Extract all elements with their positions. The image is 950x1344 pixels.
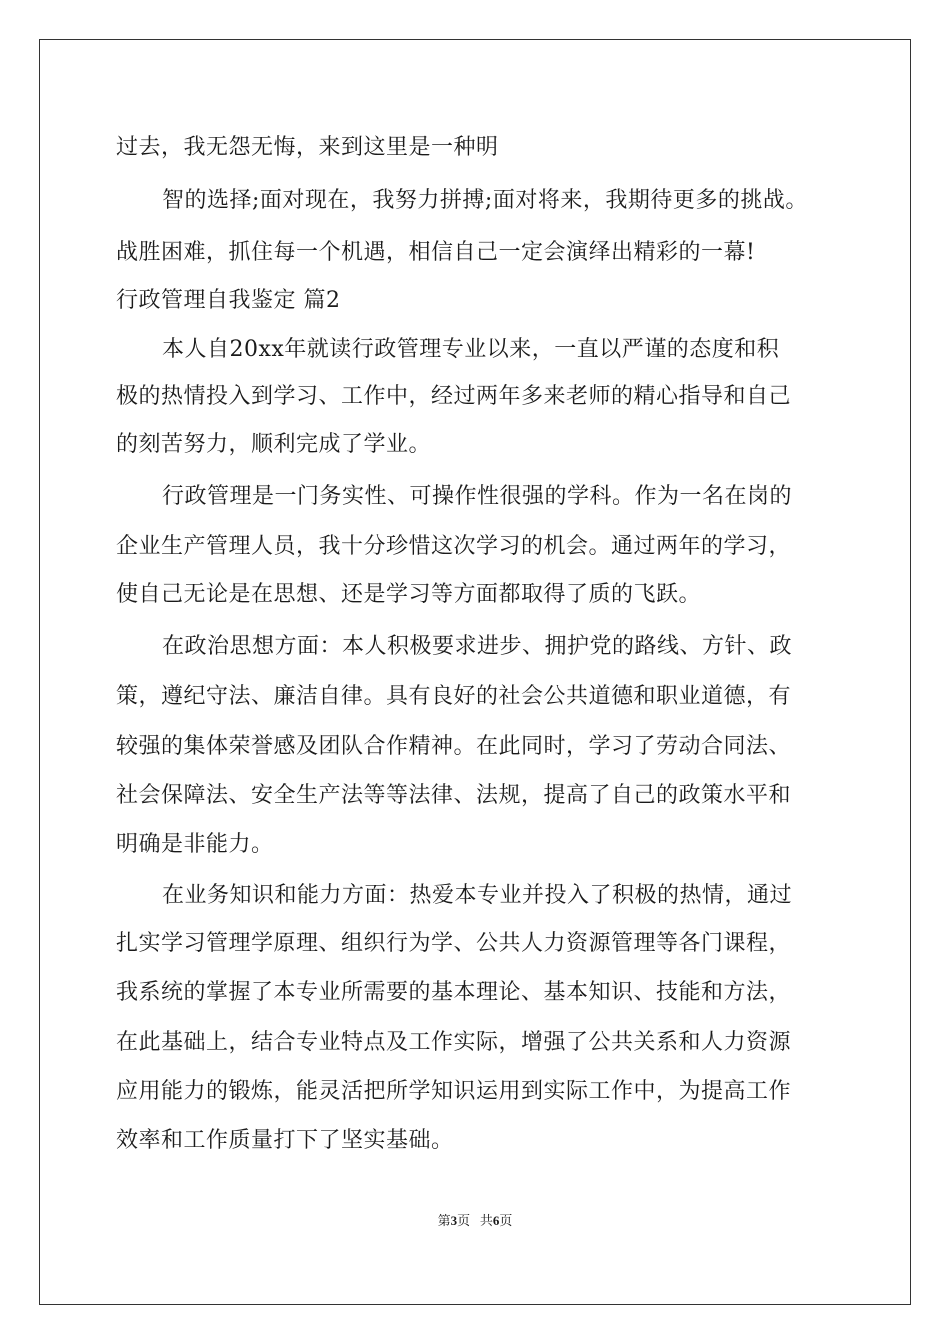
section-heading: 行政管理自我鉴定 篇2 xyxy=(116,288,341,313)
text-line: 战胜困难，抓住每一个机遇，相信自己一定会演绎出精彩的一幕! xyxy=(116,240,756,265)
text-line: 的刻苦努力，顺利完成了学业。 xyxy=(116,432,432,457)
total-pages: 6 xyxy=(492,1213,500,1228)
text-line: 策，遵纪守法、廉洁自律。具有良好的社会公共道德和职业道德，有 xyxy=(116,684,792,709)
page-footer xyxy=(0,1210,950,1229)
text-line: 在政治思想方面：本人积极要求进步、拥护党的路线、方针、政 xyxy=(162,634,793,659)
text-line: 在业务知识和能力方面：热爱本专业并投入了积极的热情，通过 xyxy=(162,883,793,908)
total-prefix: 共 xyxy=(479,1213,493,1228)
text-line: 过去，我无怨无悔，来到这里是一种明 xyxy=(116,135,499,160)
text-line: 行政管理是一门务实性、可操作性很强的学科。作为一名在岗的 xyxy=(162,484,793,509)
text-line: 在此基础上，结合专业特点及工作实际，增强了公共关系和人力资源 xyxy=(116,1030,792,1055)
text-line: 极的热情投入到学习、工作中，经过两年多来老师的精心指导和自己 xyxy=(116,384,792,409)
text-line: 应用能力的锻炼，能灵活把所学知识运用到实际工作中，为提高工作 xyxy=(116,1079,792,1104)
text-line: 社会保障法、安全生产法等等法律、法规，提高了自己的政策水平和 xyxy=(116,783,792,808)
page-suffix: 页 xyxy=(457,1213,471,1228)
text-line: 企业生产管理人员，我十分珍惜这次学习的机会。通过两年的学习， xyxy=(116,534,792,559)
text-line: 使自己无论是在思想、还是学习等方面都取得了质的飞跃。 xyxy=(116,582,702,607)
text-line: 明确是非能力。 xyxy=(116,832,274,857)
text-line: 效率和工作质量打下了坚实基础。 xyxy=(116,1128,454,1153)
text-line: 我系统的掌握了本专业所需要的基本理论、基本知识、技能和方法， xyxy=(116,980,792,1005)
page-number: 3 xyxy=(450,1213,458,1228)
text-line: 本人自20xx年就读行政管理专业以来，一直以严谨的态度和积 xyxy=(162,337,780,362)
text-line: 扎实学习管理学原理、组织行为学、公共人力资源管理等各门课程， xyxy=(116,931,792,956)
text-line: 较强的集体荣誉感及团队合作精神。在此同时，学习了劳动合同法、 xyxy=(116,734,792,759)
text-line: 智的选择;面对现在，我努力拼搏;面对将来，我期待更多的挑战。 xyxy=(162,188,808,213)
total-suffix: 页 xyxy=(499,1213,513,1228)
page-frame xyxy=(39,39,911,1305)
page-prefix: 第 xyxy=(437,1213,451,1228)
